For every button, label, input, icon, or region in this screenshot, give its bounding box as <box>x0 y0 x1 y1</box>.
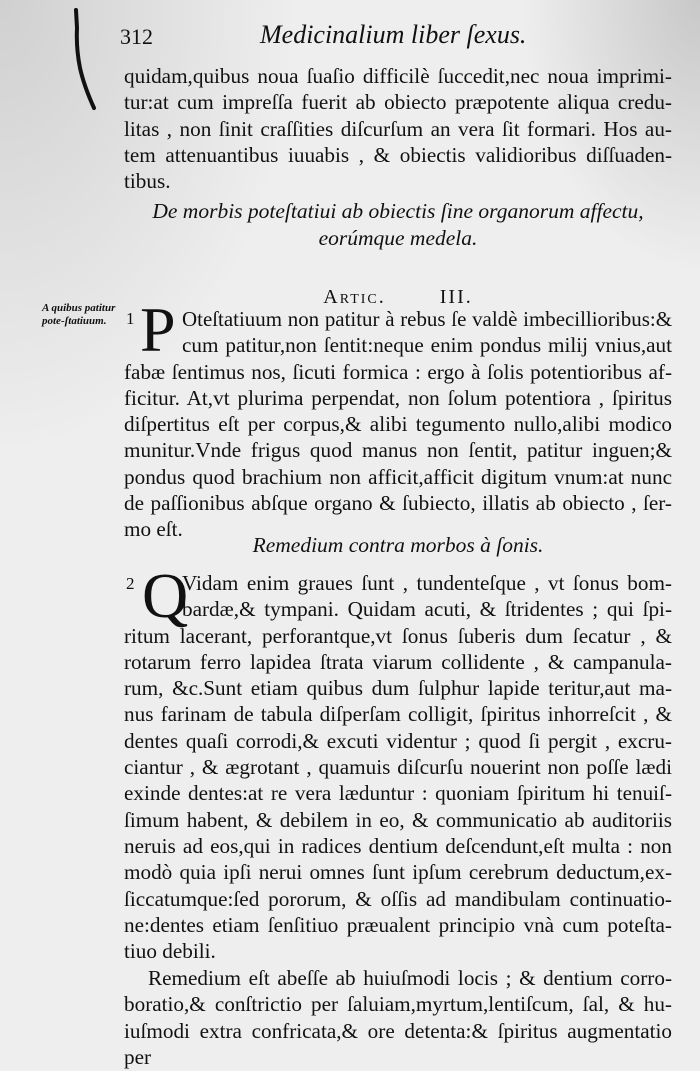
paragraph-2 <box>124 570 672 964</box>
running-head <box>120 20 580 56</box>
text-line: dentes quaſi corrodi,& excuti videntur ; quod ſi pergit , excru- <box>124 728 672 753</box>
text-line: tiuo debili. <box>124 939 216 964</box>
text-line: diſpertitus eſt per corpus,& alibi tegumento nullo,alibi modico <box>124 412 672 437</box>
text-line: modò quia ipſi nerui omnes ſunt ipſum cerebrum deductum,ex- <box>124 860 672 885</box>
text-line: exinde dentes:at re vera læduntur : quoniam ſpiritum hi tenuiſ- <box>124 781 672 806</box>
paragraph-3 <box>124 965 672 1070</box>
paragraph-number: 2 <box>126 574 135 593</box>
text-line: munitur.Vnde frigus quod manus non ſentit, patitur inguen;& <box>124 438 672 463</box>
text-line: ſimum habent, & debilem in eo, & communicatio ab auditoriis <box>124 807 672 832</box>
ink-stroke-mark <box>70 8 100 116</box>
catchword: per <box>124 1044 152 1069</box>
text-line: cum patitur,non ſentit:neque enim pondus milij vnius,aut <box>182 333 672 358</box>
text-line: ſiccatumque:ſed pororum, & oſſis ad mandibulam continuatio- <box>124 886 672 911</box>
text-line: quidam,quibus noua ſuaſio difficilè ſuccedit,nec noua imprimi- <box>124 64 672 88</box>
text-line: ritum lacerant, perforantque,vt ſonus ſuberis dum ſecatur , & <box>124 623 672 648</box>
running-title: Medicinalium liber ſexus. <box>260 20 527 49</box>
text-line: Remedium eſt abeſſe ab huiuſmodi locis ; & dentium corro- <box>148 966 672 990</box>
text-line: mo eſt. <box>124 517 183 542</box>
text-line: Oteſtatiuum non patitur à rebus ſe valdè imbecillioribus:& <box>182 307 672 331</box>
text-line: rotarum ferro lapidea ſtrata viarum collidente , & campanula- <box>124 649 672 674</box>
text-line: neruis ad eos,qui in radices dentium deſcendunt,eſt multa : non <box>124 833 672 858</box>
drop-cap: P <box>140 294 176 365</box>
drop-cap: Q <box>142 560 189 631</box>
text-line: ne:dentes etiam ſenſitiuo præualent principio vnà cum poteſta- <box>124 912 672 937</box>
subheading: Remedium contra morbos à ſonis. <box>252 533 544 557</box>
text-line: iuſmodi extra confricata,& ore detenta:& ſpiritus augmentatio <box>124 1018 672 1043</box>
margin-note: A quibus patitur pote-ſtatiuum. <box>42 302 116 327</box>
paragraph-number: 1 <box>126 309 135 328</box>
text-line: tibus. <box>124 169 171 194</box>
text-line: tem attenuantibus iuuabis , & obiectis validioribus diſſuaden- <box>124 142 672 167</box>
text-line: boratio,& conſtrictio per ſaluiam,myrtum,lentiſcum, ſal, & hu- <box>124 992 672 1017</box>
opening-text <box>124 63 672 194</box>
text-line: ficitur. At,vt plurima perpendat, non ſolum potentiora , ſpiritus <box>124 385 672 410</box>
text-line: bardæ,& tympani. Quidam acuti, & ſtridentes ; qui ſpi- <box>182 597 672 622</box>
text-line: tur:at cum impreſſa fuerit ab obiecto præpotente aliqua credu- <box>124 90 672 115</box>
text-line: nus farinam de tabula diſperſam colligit, ſpiritus inhorreſcit , & <box>124 702 672 727</box>
text-line: litas , non ſinit craſſities diſcurſum an vera ſit formari. Hos au- <box>124 116 672 141</box>
text-line: pondus quod brachium non afficit,afficit digitum vnum:at nunc <box>124 464 672 489</box>
text-line: ciantur , & ægrotant , quamuis diſcurſu nouerint non poſſe lædi <box>124 755 672 780</box>
text-line: fabæ ſentimus nos, ſicuti formica : ergo à ſolis potentioribus af- <box>124 359 672 384</box>
text-line: rum, &c.Sunt etiam quibus dum ſulphur lapide teritur,aut ma- <box>124 676 672 701</box>
page-number: 312 <box>120 24 153 49</box>
text-line: Vidam enim graues ſunt , tundenteſque , vt ſonus bom- <box>182 571 672 595</box>
article-label: Artic. <box>323 286 386 308</box>
paragraph-1 <box>124 306 672 543</box>
section-heading-line: De morbis poteſtatiui ab obiectis ſine organorum affectu, <box>152 199 644 223</box>
section-heading <box>124 198 672 252</box>
text-line: de paſſionibus abſque organo & ſubiecto, illatis ab obiecto , ſer- <box>124 491 672 516</box>
section-heading-line: eorúmque medela. <box>318 226 478 250</box>
article-number: III. <box>439 286 473 308</box>
